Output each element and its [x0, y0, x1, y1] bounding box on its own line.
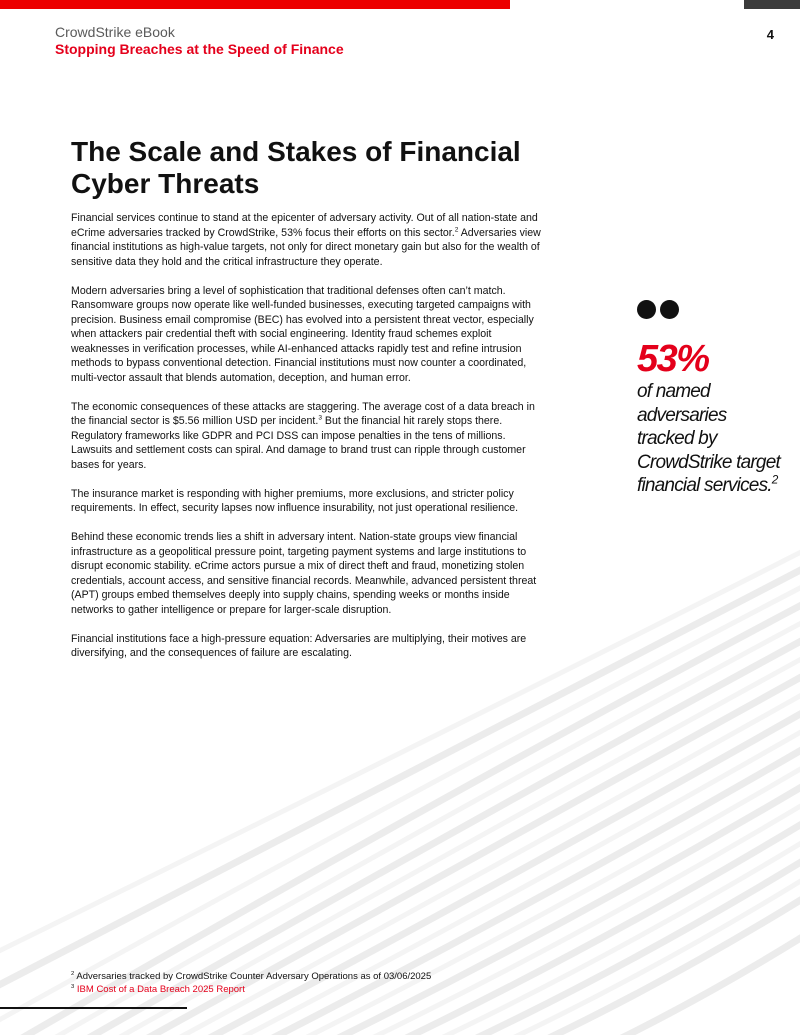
footnote-item: $^2$ Adversaries tracked by CrowdStrike Counter Adversary Operations as of 03/06/2025: [71, 970, 432, 982]
top-red-bar: [0, 0, 510, 9]
top-dark-tab: [744, 0, 800, 9]
footnote-marker: 2: [771, 473, 778, 487]
body-paragraph-5: Behind these economic trends lies a shift in adversary intent. Nation-state groups view financial infrastructure as a geopolitical pressure point, targeting payment systems and large institutions to disrupt economic stability. eCrime actors pursue a mix of direct theft and fraud, monetizing stolen credentials, account access, and sensitive financial records. Meanwhile, advanced persistent threat (APT) groups embed themselves deeply into supply chains, spending weeks or months inside networks to gather intelligence or prepare for larger-scale disruption.: [71, 531, 537, 616]
body-paragraph-4: The insurance market is responding with higher premiums, more exclusions, and stricter policy requirements. In effect, security lapses now influence insurability, not just operational resilience.: [71, 487, 519, 514]
footnote-marker: 3: [71, 983, 75, 990]
stat-number: 53%: [637, 338, 709, 380]
body-paragraph-2: Modern adversaries bring a level of sophistication that traditional defenses often can’t match. Ransomware groups now operate like well-funded businesses, executing targeted campaigns with precision. Business email compromise (BEC) has evolved into a persistent threat vector, especially when attackers pair credential theft with social engineering. Identity fraud schemes exploit weaknesses in verification processes, while AI-enhanced attacks rapidly test and refine intrusion methods to bypass conventional detection. Financial institutions must now counter a coordinated, multi-vector assault that blends automation, deception, and human error.: [71, 284, 534, 384]
body-paragraph-1: Financial services continue to stand at the epicenter of adversary activity. Out of all nation-state and eCrime adversaries tracked by CrowdStrike, 53% focus their efforts on this sector.$^2$ Adversaries view financial institutions as high-value targets, not only for direct monetary gain but also for the wealth of sensitive data they hold and the critical infrastructure they operate.: [71, 212, 541, 268]
stat-callout: [637, 338, 787, 498]
footnote-marker: 3: [318, 414, 322, 422]
footnote-item: [71, 984, 631, 997]
page-title: The Scale and Stakes of Financial Cyber Threats: [71, 136, 521, 199]
quote-dot: [660, 300, 679, 319]
header-title: Stopping Breaches at the Speed of Finance: [55, 40, 344, 57]
body-paragraph-3: The economic consequences of these attacks are staggering. The average cost of a data breach in the financial sector is $5.56 million USD per incident.$^3$ But the financial hit rarely stops there. Regulatory frameworks like GDPR and PCI DSS can impose penalties in the tens of millions. Lawsuits and settlement costs can spiral. And damage to brand trust can ripple through customer bases for years.: [71, 400, 535, 471]
bottom-rule: [0, 1007, 187, 1009]
stat-description: of named adversaries tracked by CrowdStrike target financial services.$^2$: [637, 381, 780, 496]
body-paragraph-6: Financial institutions face a high-pressure equation: Adversaries are multiplying, their motives are diversifying, and the consequences of failure are escalating.: [71, 632, 527, 659]
header-brand: CrowdStrike eBook: [55, 24, 175, 40]
page-number: 4: [766, 27, 774, 42]
footnotes: [71, 971, 631, 996]
quote-dot: [637, 300, 656, 319]
footnote-marker: 2: [454, 225, 459, 233]
quote-mark-icon: [637, 300, 683, 320]
article-body: [71, 211, 546, 675]
footnote-source-link[interactable]: IBM Cost of a Data Breach 2025 Report: [76, 983, 245, 995]
footnote-marker: 2: [71, 970, 75, 977]
page-header: [55, 24, 344, 58]
